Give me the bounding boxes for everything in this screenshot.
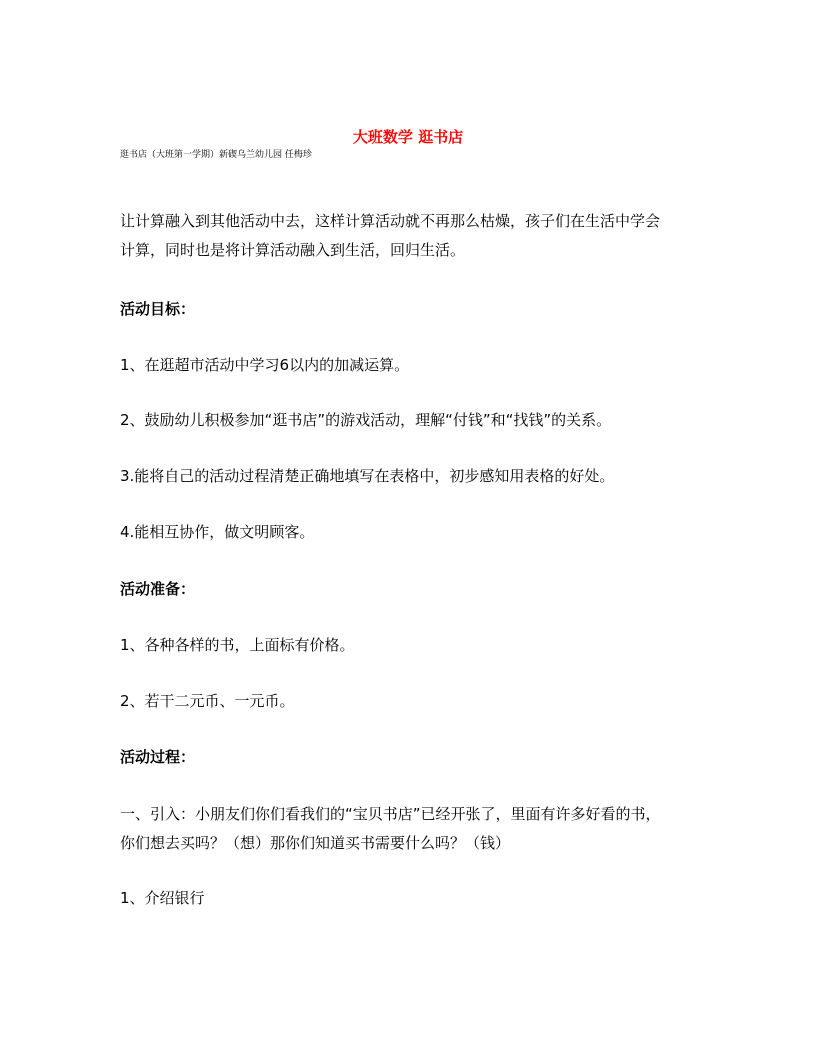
goal-item-3: 3.能将自己的活动过程清楚正确地填写在表格中，初步感知用表格的好处。 (120, 467, 615, 485)
prep-item-2: 2、若干二元币、一元币。 (120, 692, 295, 710)
goal-item-2: 2、鼓励幼儿积极参加“逛书店”的游戏活动，理解“付钱”和“找钱”的关系。 (120, 411, 612, 429)
goal-item-1: 1、在逛超市活动中学习6以内的加减运算。 (120, 356, 410, 374)
intro-line-2: 计算，同时也是将计算活动融入到生活，回归生活。 (120, 241, 466, 259)
goals-heading: 活动目标： (120, 300, 196, 318)
process-step-1: 1、介绍银行 (120, 889, 205, 907)
goal-item-4: 4.能相互协作，做文明顾客。 (120, 523, 315, 541)
intro-line-1: 让计算融入到其他活动中去，这样计算活动就不再那么枯燥，孩子们在生活中学会 (120, 212, 661, 230)
process-intro-line-1: 一、引入：小朋友们你们看我们的“宝贝书店”已经开张了，里面有许多好看的书， (120, 805, 661, 823)
process-heading: 活动过程： (120, 748, 196, 766)
prep-heading: 活动准备： (120, 580, 196, 598)
process-intro-line-2: 你们想去买吗？（想）那你们知道买书需要什么吗？（钱） (120, 834, 511, 852)
prep-item-1: 1、各种各样的书，上面标有价格。 (120, 636, 355, 654)
document-title: 大班数学 逛书店 (352, 128, 464, 146)
document-subtitle: 逛书店（大班第一学期）新碶乌兰幼儿园 任梅珍 (120, 150, 312, 160)
